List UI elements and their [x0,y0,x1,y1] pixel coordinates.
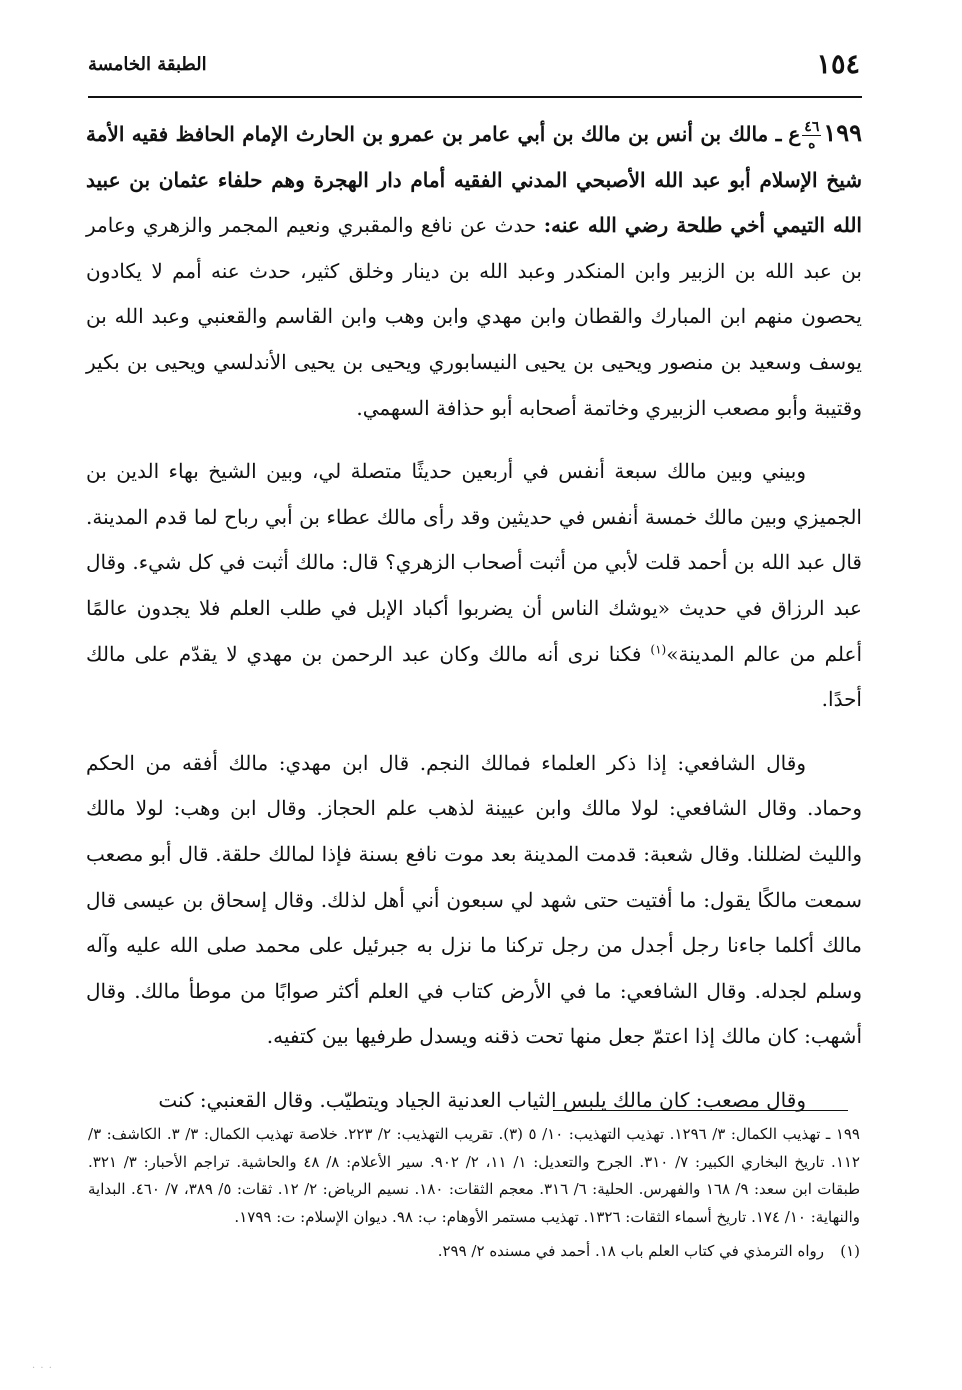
page-header [88,44,860,84]
death-year-fraction [802,120,821,151]
fraction-numerator: ٤٦ [804,119,820,135]
paragraph-2-text-b: فكنا نرى أنه مالك وكان عبد الرحمن بن مهدي لا يقدّم على مالك أحدًا. [86,641,862,712]
running-title: الطبقة الخامسة [88,53,207,75]
footnote-1 [88,1238,860,1266]
biography-entry [86,110,862,1123]
paragraph-2-text-a: وبيني وبين مالك سبعة أنفس في أربعين حديثًا متصلة لي، وبين الشيخ بهاء الدين بن الجميزي وبين مالك خمسة أنفس في حديثين وقد رأى مالك عطاء بن أبي رباح لما قدم المدينة. قال عبد الله بن أحمد قلت لأبي من أثبت أصحاب الزهري؟ قال: مالك أثبت في كل شيء. وقال عبد الرزاق في حديث «يوشك الناس أن يضربوا أكباد الإبل في طلب العلم فلا يجدون عالمًا أعلم من عالم المدينة» [86,459,862,666]
footnote-reference[interactable]: (١) [650,641,667,656]
source-note: ١٩٩ ـ تهذيب الكمال: ٣/ ١٢٩٦. تهذيب التهذيب: ١٠/ ٥ (٣). تقريب التهذيب: ٢/ ٢٢٣. خلاصة تهذيب الكمال: ٣/ ٣. الكاشف: ٣/ ١١٢. تاريخ البخاري الكبير: ٧/ ٣١٠. الجرح والتعديل: ١/ ١١، ٢/ ٩٠٢. سير الأعلام: ٨/ ٤٨ والحاشية. تراجم الأحبار: ٣/ ٣٢١. طبقات ابن سعد: ٩/ ١٦٨ والفهرس. الحلية: ٦/ ٣١٦. معجم الثقات: ١٨٠. نسيم الرياض: ٢/ ١٢. ثقات: ٥/ ٣٨٩، ٧/ ٤٦٠. البداية والنهاية: ١٠/ ١٧٤. تاريخ أسماء الثقات: ١٣٢٦. تهذيب مستمر الأوهام: ب: ٩٨. ديوان الإسلام: ت: ١٧٩٩. [88,1125,861,1226]
footnote-1-text: رواه الترمذي في كتاب العلم باب ١٨. أحمد في مسنده ٢/ ٢٩٩. [437,1242,824,1260]
header-divider [88,96,862,98]
entry-paragraph-2 [86,449,862,723]
entry-number: ١٩٩ [823,118,863,147]
footnote-1-marker: (١) [840,1242,860,1260]
entry-paragraph-4: وقال مصعب: كان مالك يلبس الثياب العدنية الجياد ويتطيّب. وقال القعنبي: كنت [158,1087,806,1112]
page-number: ١٥٤ [816,48,860,80]
entry-body: حدث عن نافع والمقبري ونعيم المجمر والزهري وعامر بن عبد الله بن الزبير وابن المنكدر وعبد الله بن دينار وخلق كثير، حدث عنه أمم لا يكادون يحصون منهم ابن المبارك والقطان وابن مهدي وابن وهب وابن القاسم والقعنبي وعبد الله بن يوسف وسعيد بن منصور ويحيى بن يحيى النيسابوري ويحيى بن يحيى الأندلسي ويحيى بن بكير وقتيبة وأبو مصعب الزبيري وخاتمة أصحابه أبو حذافة السهمي. [86,213,862,420]
entry-paragraph-3: وقال الشافعي: إذا ذكر العلماء فمالك النجم. قال ابن مهدي: مالك أفقه من الحكم وحماد. وقال الشافعي: لولا مالك وابن عيينة لذهب علم الحجاز. وقال ابن وهب: لولا مالك والليث لضللنا. وقال شعبة: قدمت المدينة بعد موت نافع بسنة فإذا لمالك حلقة. قال أبو مصعب سمعت مالكًا يقول: ما أفتيت حتى شهد لي سبعون أني أهل لذلك. وقال إسحاق بن عيسى قال مالك أكلما جاءنا رجل أجدل من رجل تركنا ما نزل به جبرئيل على محمد صلى الله عليه وآله وسلم لجدله. وقال الشافعي: ما في الأرض كتاب في العلم أكثر صوابًا من موطأ مالك. وقال أشهب: كان مالك إذا اعتمّ جعل منها تحت ذقنه ويسدل طرفيها بين كتفيه. [86,750,863,1049]
entry-heading: ـ مالك بن أنس بن مالك بن أبي عامر بن عمرو بن الحارث الإمام الحافظ فقيه الأمة شيخ الإسلام أبو عبد الله الأصبحي المدني الفقيه أمام دار الهجرة وهم حلفاء عثمان بن عبيد الله التيمي أخي طلحة رضي الله عنه: [86,122,862,238]
entry-symbol: ع [788,122,801,146]
fraction-denominator: ه [808,136,816,152]
footnote-divider [553,1110,848,1111]
entry-paragraph-1 [86,110,862,431]
footnotes [88,1121,860,1266]
scan-speck: · · · [32,1363,53,1374]
